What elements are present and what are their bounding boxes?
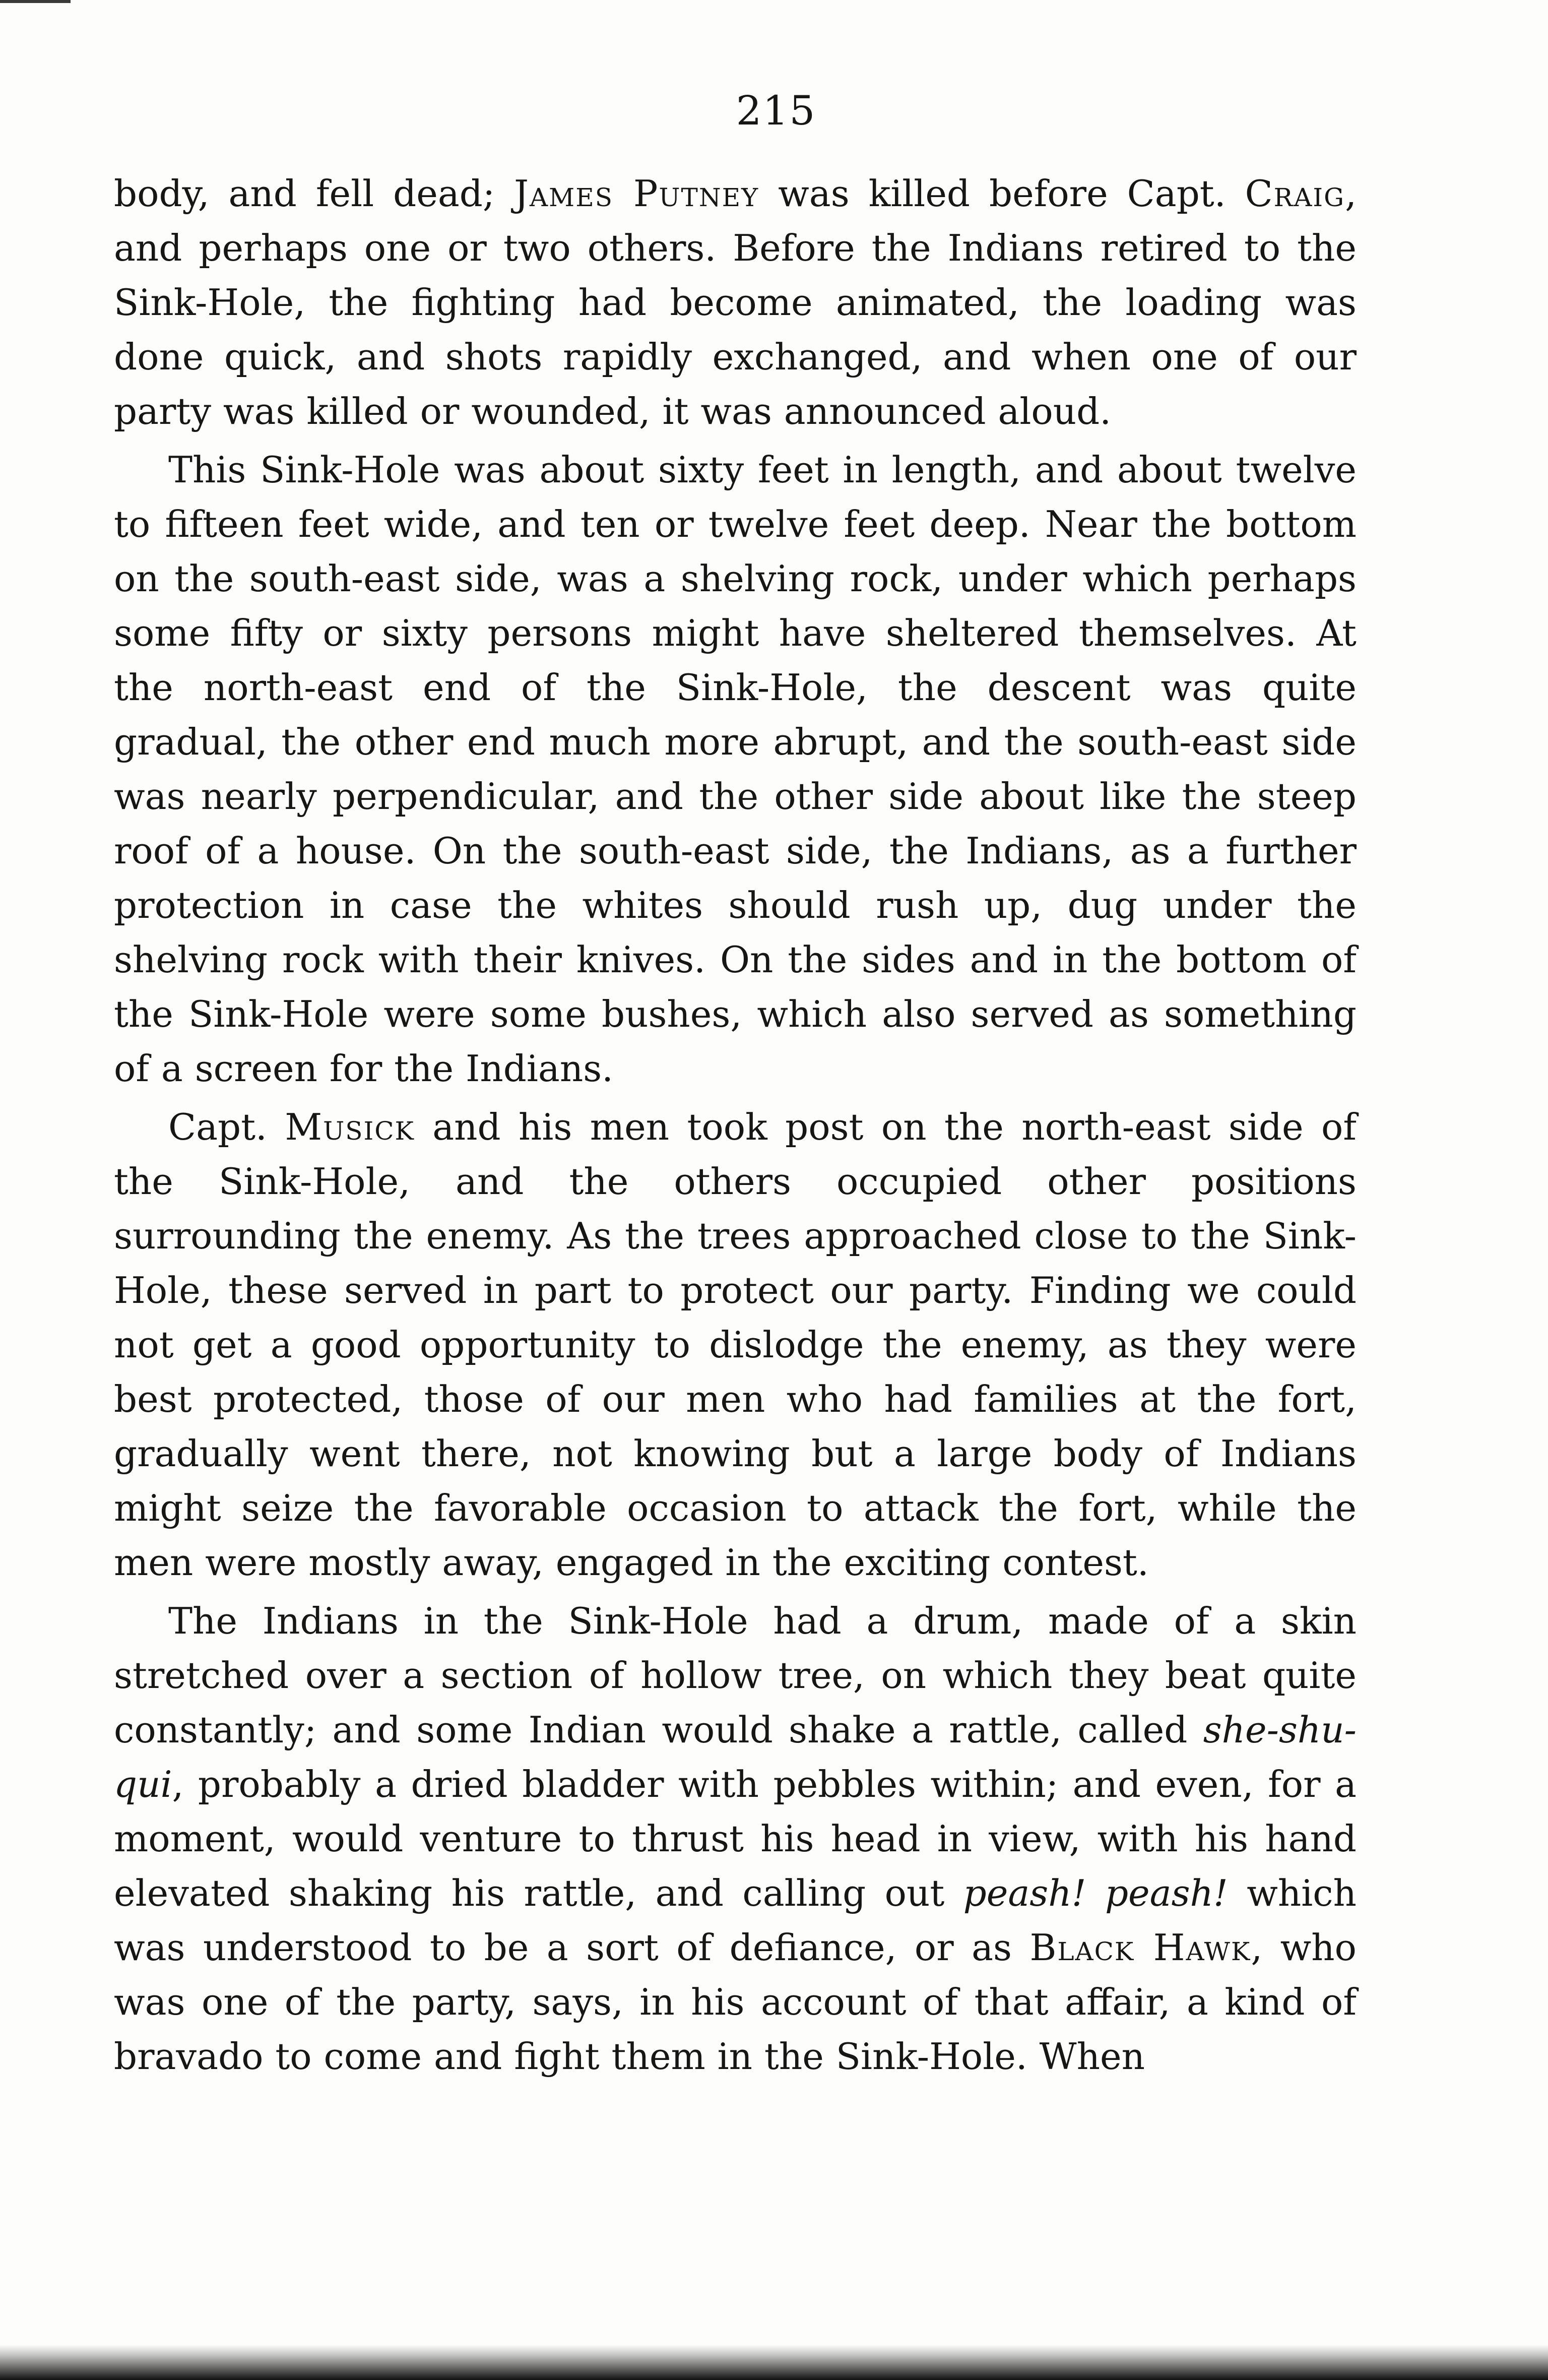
page-number: 215 [736,87,816,134]
proper-name: Musick [285,1106,415,1148]
page-body [114,166,1357,2084]
paragraph [114,443,1357,1096]
text-run: and his men took post on the north-east side of the Sink-Hole, and the others occupied other positions surrounding the enemy. As the trees approached close to the Sink-Hole, these served in part to protect our party. Finding we could not get a good opportunity to dislodge the enemy, as they were best protected, those of our men who had families at the fort, gradually went there, not knowing but a large body of Indians might seize the favorable occasion to attack the fort, while the men were mostly away, engaged in the exciting contest. [114,1106,1357,1584]
text-run: , who was one of the party, says, in his account of that affair, a kind of bravado to come and fight them in the Sink-Hole. When [114,1926,1357,2078]
proper-name: Black Hawk [1029,1926,1251,1969]
paragraph [114,1100,1357,1590]
italic-term: peash! peash! [963,1872,1228,1914]
text-run: was killed before Capt. [759,172,1245,215]
text-run: This Sink-Hole was about sixty feet in length, and about twelve to fifteen feet wide, and ten or twelve feet deep. Near the bottom on the south-east side, was a shelving rock, under which perhaps some fifty or sixty persons might have sheltered themselves. At the north-east end of the Sink-Hole, the descent was quite gradual, the other end much more abrupt, and the south-east side was nearly perpendicular, and the other side about like the steep roof of a house. On the south-east side, the Indians, as a further protection in case the whites should rush up, dug under the shelving rock with their knives. On the sides and in the bottom of the Sink-Hole were some bushes, which also served as something of a screen for the Indians. [114,449,1357,1090]
paragraph [114,1594,1357,2084]
text-run: , and perhaps one or two others. Before the Indians retired to the Sink-Hole, the fighting had become animated, the loading was done quick, and shots rapidly exchanged, and when one of our party was killed or wounded, it was announced aloud. [114,172,1357,432]
italic-term: she-shu-qui [114,1709,1357,1805]
paragraph [114,166,1357,439]
text-run: , probably a dried bladder with pebbles within; and even, for a moment, would venture to thrust his head in view, with his hand elevated shaking his rattle, and calling out [114,1763,1357,1914]
text-run: The Indians in the Sink-Hole had a drum, made of a skin stretched over a section of hollow tree, on which they beat quite constantly; and some Indian would shake a rattle, called [114,1600,1357,1751]
scan-bottom-edge [0,2345,1548,2380]
text-run: which was understood to be a sort of defiance, or as [114,1872,1357,1969]
text-run: body, and fell dead; [114,172,514,215]
scan-edge-mark [0,0,71,3]
proper-name: James Putney [514,172,759,215]
proper-name: Craig [1245,172,1345,215]
text-run: Capt. [168,1106,285,1148]
